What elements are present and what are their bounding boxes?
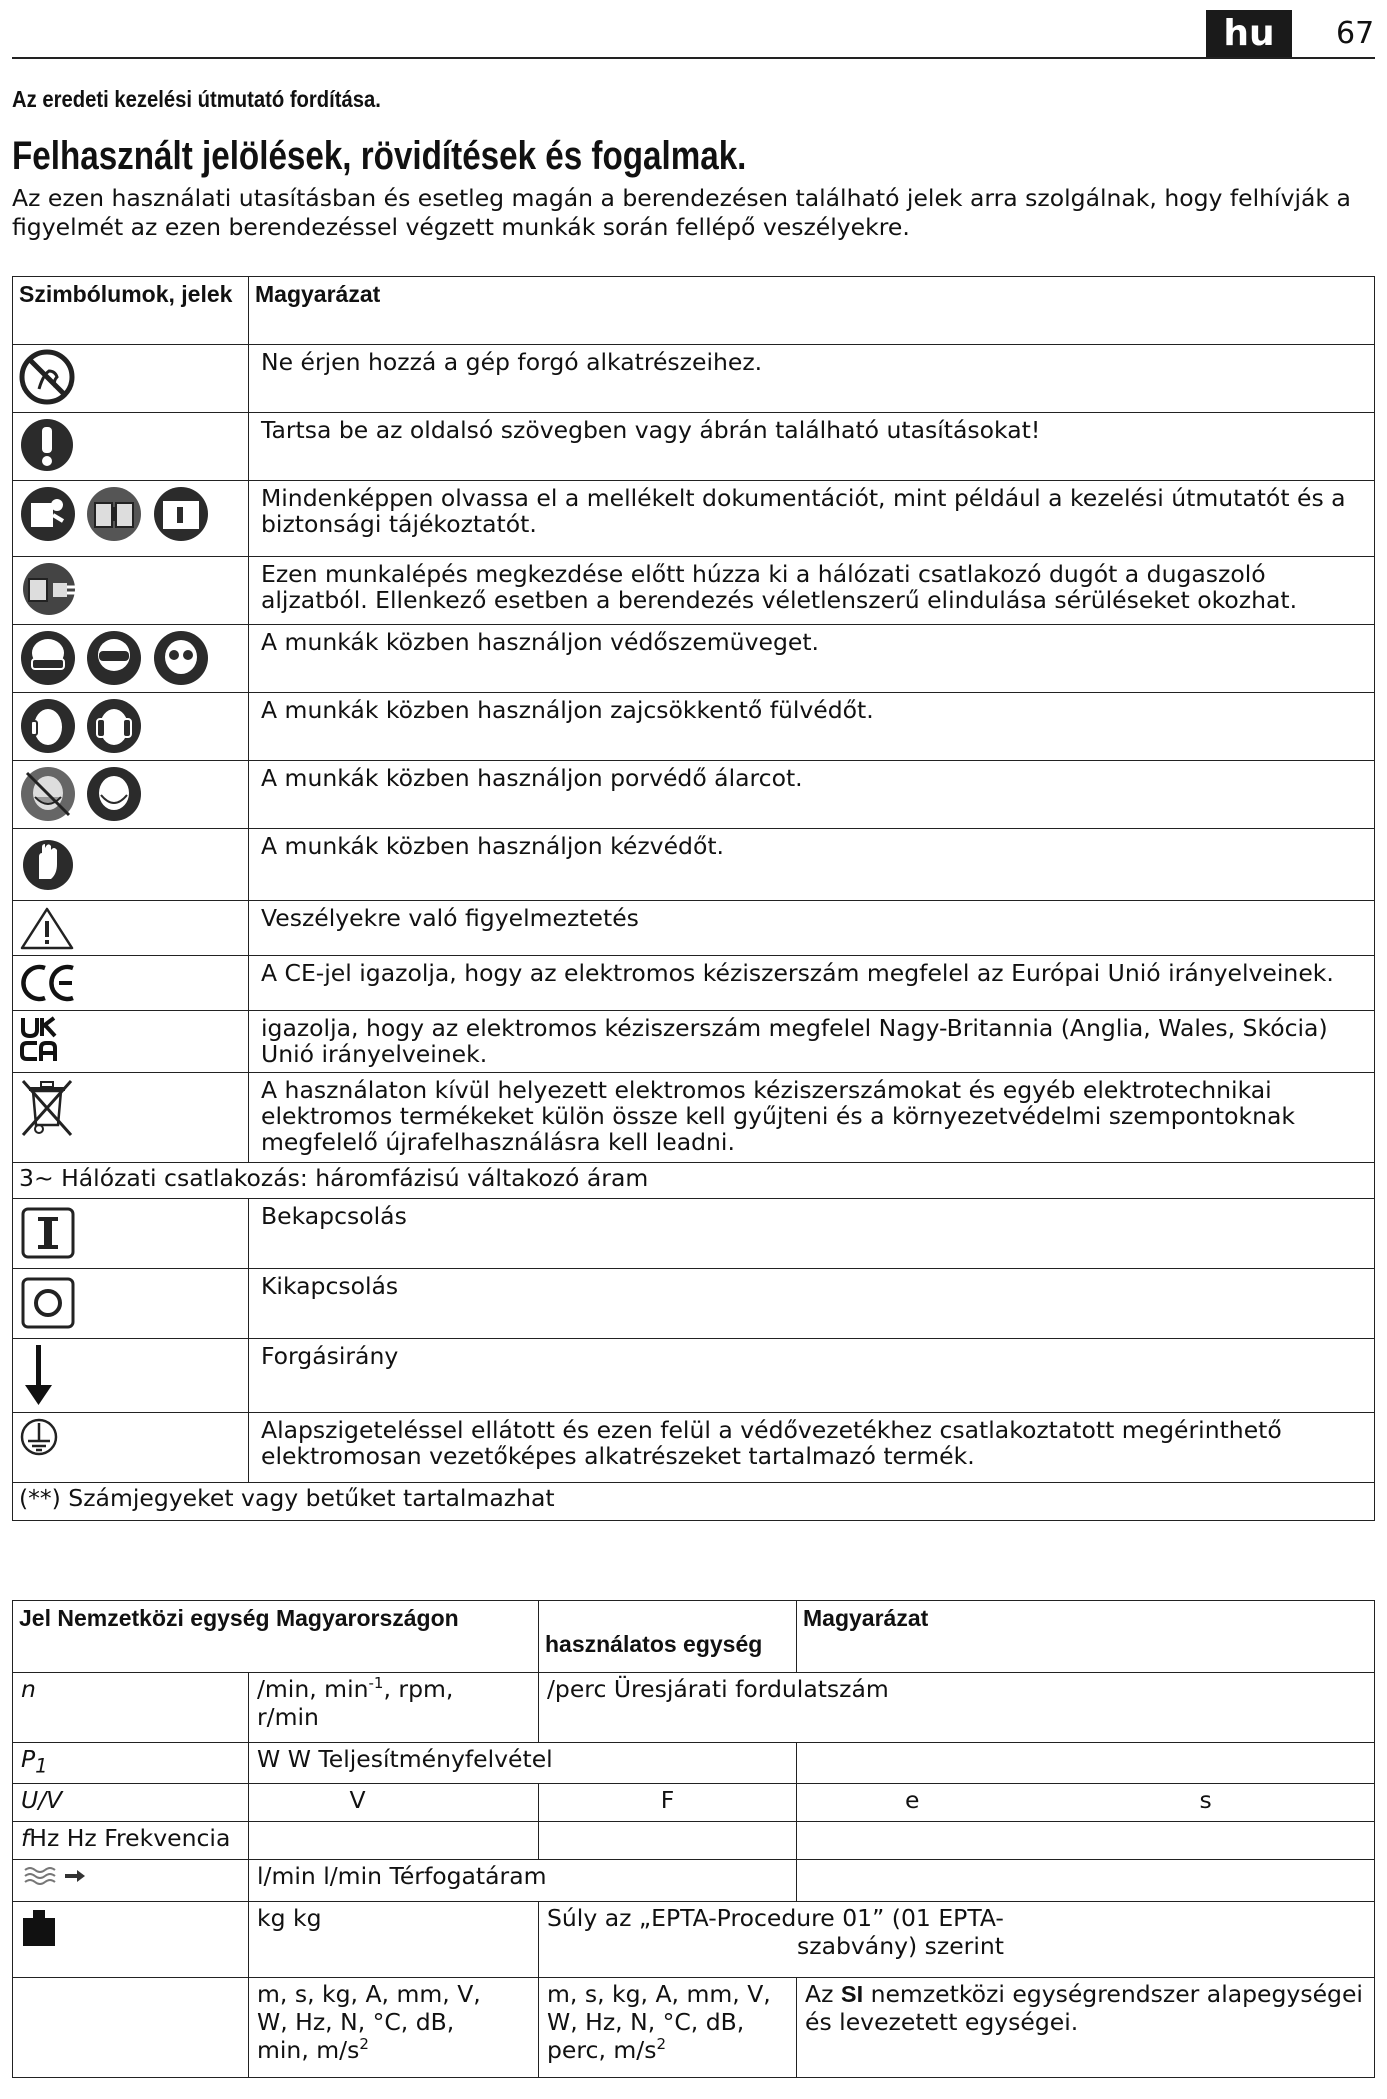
unit-symbol (13, 1743, 249, 1784)
symbol-explanation: A használaton kívül helyezett elektromos kéziszerszámokat és egyéb elektrotechnikai elektromos termékeket külön össze kell gyűjteni és a környezetvédelmi szempontoknak megfelelő újrafelhasználásra kell leadni. (249, 1073, 1375, 1163)
symbol-explanation: A munkák közben használjon kézvédőt. (249, 829, 1375, 901)
unit-text: Hz Hz Frekvencia (29, 1823, 231, 1852)
table-row (13, 1743, 1375, 1784)
unit-text: e (905, 1785, 920, 1814)
table-row (13, 1339, 1375, 1413)
mains-connection-row: 3~ Hálózati csatlakozás: háromfázisú váltakozó áram (13, 1163, 1375, 1199)
symbol-explanation: Ezen munkalépés megkezdése előtt húzza ki a hálózati csatlakozó dugót a dugaszoló aljzatból. Ellenkező esetben a berendezés véletlenszerű elindulása sérüléseket okozhat. (249, 557, 1375, 625)
document-subtitle: Az eredeti kezelési útmutató fordítása. (12, 86, 381, 112)
unit-text: W, Hz, N, °C, dB, (547, 2007, 745, 2036)
unit-symbol (13, 1901, 249, 1977)
unit-text: m, s, kg, A, mm, V, (547, 1979, 771, 2008)
unit-cell: F (539, 1783, 797, 1821)
symbols-table-header (13, 277, 1375, 345)
table-row (13, 1783, 1375, 1821)
table-row (13, 1413, 1375, 1483)
symbol-explanation: A munkák közben használjon porvédő álarcot. (249, 761, 1375, 829)
symbol-explanation: Kikapcsolás (249, 1269, 1375, 1339)
local-unit-header: használatos egység (539, 1601, 797, 1673)
ukca-mark-icon (19, 1015, 59, 1032)
language-badge: hu (1206, 10, 1292, 58)
si-abbrev: SI (840, 1980, 864, 2007)
read-manual-icons (19, 485, 219, 502)
no-touch-rotating-parts-icon (19, 349, 75, 366)
unit-cell (539, 1901, 1375, 1977)
empty-cell (797, 1743, 1375, 1784)
si-local-units (539, 1977, 797, 2077)
symbol-explanation: Tartsa be az oldalsó szövegben vagy ábrán található utasításokat! (249, 413, 1375, 481)
gloves-icon (19, 833, 77, 850)
table-row (13, 956, 1375, 1011)
switch-off-icon (19, 1273, 77, 1290)
unit-text: m, s, kg, A, mm, V, (257, 1979, 481, 2008)
table-row (13, 1073, 1375, 1163)
page-title: Felhasznált jelölések, rövidítések és fogalmak. (12, 134, 747, 178)
symbol-explanation: A munkák közben használjon zajcsökkentő fülvédőt. (249, 693, 1375, 761)
explanation-column-header: Magyarázat (249, 277, 1375, 345)
table-row (13, 693, 1375, 761)
symbol-intl-unit-header: Jel Nemzetközi egység Magyarországon (13, 1601, 539, 1673)
table-row (13, 1011, 1375, 1073)
explanation-header: Magyarázat (797, 1601, 1375, 1673)
superscript: 2 (359, 2034, 369, 2053)
exclamation-icon (19, 417, 75, 434)
rotation-direction-arrow-icon (19, 1343, 59, 1360)
symbol-explanation: A CE-jel igazolja, hogy az elektromos kéziszerszám megfelel az Európai Unió irányelveinek. (249, 956, 1375, 1011)
symbol-explanation: Alapszigeteléssel ellátott és ezen felül a védővezetékhez csatlakoztatott megérinthető elektromosan vezetőképes alkatrészeket tartalmazó termék. (249, 1413, 1375, 1483)
unplug-icon (19, 561, 79, 578)
unit-cell: kg kg (249, 1901, 539, 1977)
si-intl-units (249, 1977, 539, 2077)
unit-text: nemzetközi egységrendszer alapegységei és levezetett egységei. (805, 1979, 1363, 2036)
unit-text: W, Hz, N, °C, dB, (257, 2007, 455, 2036)
units-table-header (13, 1601, 1375, 1673)
weight-icon (21, 1904, 57, 1932)
unit-cell: V (249, 1783, 539, 1821)
symbol-explanation: Ne érjen hozzá a gép forgó alkatrészeihez. (249, 345, 1375, 413)
eye-protection-icons (19, 629, 219, 646)
unit-text: s (1199, 1785, 1212, 1814)
unit-cell (13, 1821, 249, 1859)
unit-text: r/min (257, 1703, 319, 1731)
table-row (13, 1977, 1375, 2077)
table-row (13, 1673, 1375, 1743)
empty-cell (539, 1821, 797, 1859)
empty-cell (797, 1821, 1375, 1859)
unit-symbol-letter: P (21, 1745, 36, 1773)
table-row (13, 1199, 1375, 1269)
table-row (13, 413, 1375, 481)
table-row (13, 1269, 1375, 1339)
ear-protection-icons (19, 697, 149, 714)
table-row (13, 761, 1375, 829)
empty-cell (797, 1859, 1375, 1901)
symbol-explanation: A munkák közben használjon védőszemüveget. (249, 625, 1375, 693)
symbol-explanation: Veszélyekre való figyelmeztetés (249, 901, 1375, 956)
table-row (13, 1821, 1375, 1859)
flow-rate-icon (21, 1862, 91, 1890)
header-divider (12, 57, 1375, 59)
empty-cell (13, 1977, 249, 2077)
symbol-explanation: Bekapcsolás (249, 1199, 1375, 1269)
footnote-row: (**) Számjegyeket vagy betűket tartalmazhat (13, 1483, 1375, 1521)
unit-cell (797, 1783, 1375, 1821)
unit-symbol (13, 1859, 249, 1901)
unit-text: Súly az „EPTA-Procedure 01” (01 EPTA- (547, 1903, 1004, 1932)
table-row (13, 1901, 1375, 1977)
table-row (13, 625, 1375, 693)
unit-text: min, m/s (257, 2035, 360, 2064)
protective-earth-icon (19, 1417, 59, 1434)
dust-mask-icons (19, 765, 149, 782)
si-explanation (797, 1977, 1375, 2077)
symbols-table (12, 276, 1375, 1521)
unit-text: , rpm, (383, 1675, 454, 1703)
unit-text: szabvány) szerint (797, 1931, 1004, 1960)
ce-mark-icon (19, 960, 83, 977)
unit-symbol: U/V (13, 1783, 249, 1821)
unit-text: Az (805, 1979, 841, 2008)
subscript: 1 (35, 1754, 48, 1778)
local-unit-cell: /perc Üresjárati fordulatszám (539, 1673, 1375, 1743)
intl-unit-cell (249, 1673, 539, 1743)
empty-cell (249, 1821, 539, 1859)
symbol-column-header: Szimbólumok, jelek (13, 277, 249, 345)
unit-cell: l/min l/min Térfogatáram (249, 1859, 797, 1901)
symbol-explanation: Mindenképpen olvassa el a mellékelt dokumentációt, mint például a kezelési útmutatót és a biztonsági tájékoztatót. (249, 481, 1375, 557)
intro-paragraph: Az ezen használati utasításban és esetleg magán a berendezésen található jelek arra szolgálnak, hogy felhívják a figyelmét az ezen berendezéssel végzett munkák során fellépő veszélyekre. (12, 184, 1351, 241)
superscript: 2 (656, 2034, 666, 2053)
page-number: 67 (1336, 16, 1375, 51)
superscript: -1 (368, 1674, 384, 1693)
symbol-explanation: Forgásirány (249, 1339, 1375, 1413)
unit-text: /min, min (257, 1675, 369, 1703)
table-row (13, 1163, 1375, 1199)
warning-triangle-icon (19, 905, 75, 922)
table-row (13, 829, 1375, 901)
table-row (13, 345, 1375, 413)
weee-bin-icon (19, 1077, 75, 1094)
table-row (13, 1859, 1375, 1901)
unit-symbol: f (21, 1823, 30, 1852)
units-table (12, 1600, 1375, 2078)
table-row (13, 901, 1375, 956)
switch-on-icon (19, 1203, 77, 1220)
unit-symbol: n (13, 1673, 249, 1743)
unit-text: perc, m/s (547, 2035, 657, 2064)
table-row (13, 481, 1375, 557)
unit-cell: W W Teljesítményfelvétel (249, 1743, 797, 1784)
table-row (13, 1483, 1375, 1521)
symbol-explanation: igazolja, hogy az elektromos kéziszerszám megfelel Nagy-Britannia (Anglia, Wales, Skócia) Unió irányelveinek. (249, 1011, 1375, 1073)
table-row (13, 557, 1375, 625)
